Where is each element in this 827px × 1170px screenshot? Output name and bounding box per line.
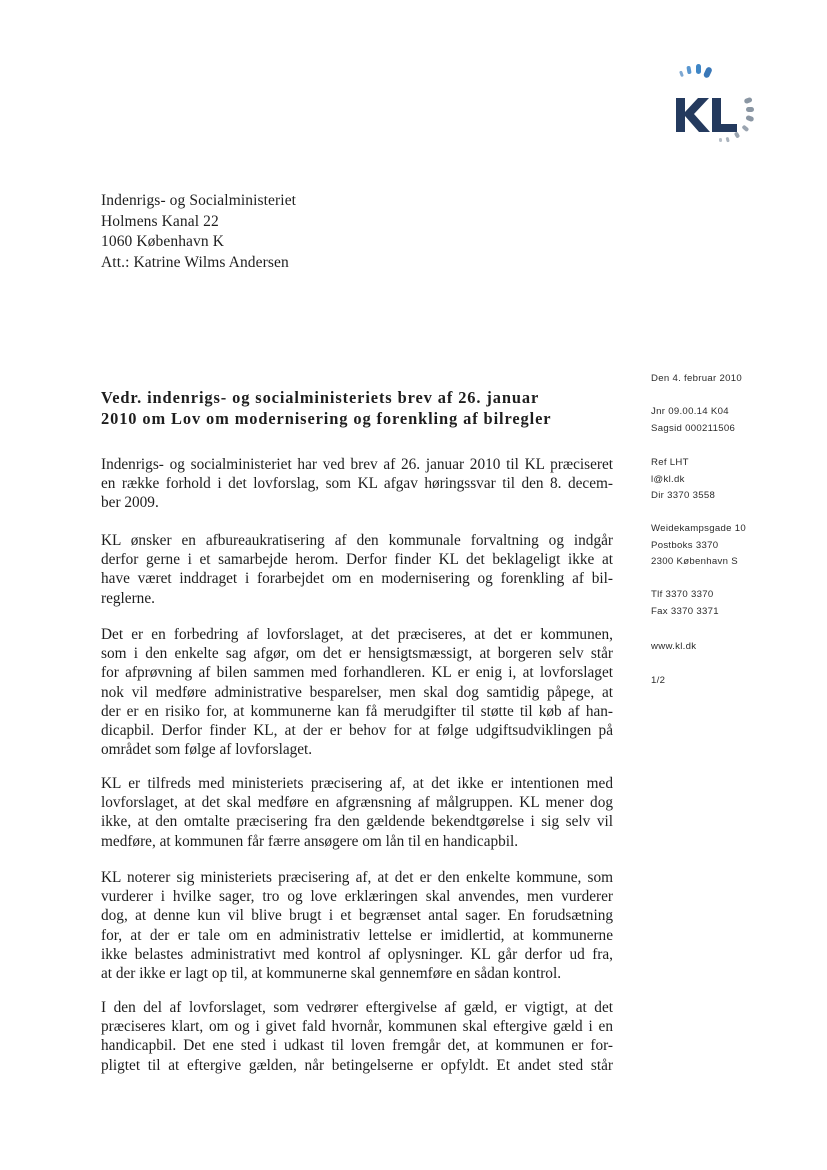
paragraph-line: en række forhold i det lovforslag, som KL afgav høringssvar til den 8. decem- xyxy=(101,475,613,493)
paragraph-line: for afprøvning af bilen sammen med forhandleren. KL er enig i, at lovforslaget xyxy=(101,664,613,682)
recipient-line: 1060 København K xyxy=(101,233,224,250)
reference: Ref LHT xyxy=(651,457,689,468)
paragraph-line: der er en risiko for, at kommunerne kan få merudgifter til støtte til køb af han- xyxy=(101,702,613,720)
case-ref-block xyxy=(651,404,735,437)
paragraph xyxy=(101,868,613,983)
journal-number: Jnr 09.00.14 K04 xyxy=(651,406,729,417)
recipient-address xyxy=(101,191,296,273)
page-number: 1/2 xyxy=(651,675,666,686)
recipient-line: Att.: Katrine Wilms Andersen xyxy=(101,253,289,271)
paragraph-line: lovforslaget, at det skal medføre en afgrænsning af målgruppen. KL mener dog xyxy=(101,794,613,812)
paragraph-line: KL er tilfreds med ministeriets præcisering af, at det ikke er intentionen med xyxy=(101,775,613,792)
paragraph-line: have været inddraget i forarbejdet om en modernisering og forenkling af bil- xyxy=(101,570,613,588)
paragraph xyxy=(101,455,613,513)
recipient-line: Holmens Kanal 22 xyxy=(101,212,219,230)
letter-date-block xyxy=(651,371,742,388)
paragraph-line: I den del af lovforslaget, som vedrører eftergivelse af gæld, er vigtigt, at det xyxy=(101,999,613,1016)
page-number-block xyxy=(651,673,665,690)
subject-heading xyxy=(101,387,611,429)
paragraph-line: ikke belastes administrativt med kontrol af oplysninger. KL går derfor ud fra, xyxy=(101,945,613,963)
paragraph-line: for, at der er tale om en administrativ lettelse er imidlertid, at kommunerne xyxy=(101,926,613,944)
email: l@kl.dk xyxy=(651,473,685,485)
subject-line: Vedr. indenrigs- og socialministeriets brev af 26. januar xyxy=(101,388,540,407)
paragraph-line: vurderer i hvilke sager, tro og love erklæringen skal anvendes, men vurderer xyxy=(101,888,613,906)
paragraph-line: som i den enkelte sag afgør, om det er hensigtsmæssigt, at borgeren selv står xyxy=(101,645,613,663)
paragraph-line: ber 2009. xyxy=(101,494,159,512)
paragraph-line: KL noterer sig ministeriets præcisering af, at det er den enkelte kommune, som xyxy=(101,869,613,886)
street-address: Weidekampsgade 10 xyxy=(651,523,747,534)
fax: Fax 3370 3371 xyxy=(651,605,719,617)
paragraph-line: nok vil medføre administrative besparelser, men skal dog samtidig påpege, at xyxy=(101,683,613,701)
paragraph xyxy=(101,625,613,759)
paragraph-line: præciseres klart, om og i givet fald hvornår, kommunen skal eftergive gæld i en xyxy=(101,1018,613,1036)
paragraph-line: området som følge af lovforslaget. xyxy=(101,741,313,759)
paragraph-line: dog, at denne kun vil blive brugt i et begrænset antal sager. En forudsætning xyxy=(101,907,613,925)
phone: Tlf 3370 3370 xyxy=(651,589,714,600)
paragraph-line: Indenrigs- og socialministeriet har ved brev af 26. januar 2010 til KL præciseret xyxy=(101,456,613,473)
paragraph-line: pligtet til at eftergive gælden, når betingelserne er opfyldt. Et andet sted står xyxy=(101,1056,613,1074)
city: 2300 København S xyxy=(651,556,738,567)
paragraph-line: dicapbil. Derfor finder KL, at der er behov for at følge udgiftsudviklingen på xyxy=(101,722,613,740)
postal-address-block xyxy=(651,521,746,571)
paragraph-line: KL ønsker en afbureaukratisering af den kommunale forvaltning og indgår xyxy=(101,532,613,549)
postbox: Postboks 3370 xyxy=(651,539,719,551)
paragraph-line: medføre, at kommunen får færre ansøgere om lån til en handicapbil. xyxy=(101,832,519,850)
paragraph-line: Det er en forbedring af lovforslaget, at det præciseres, at det er kommunen, xyxy=(101,626,613,643)
paragraph-line: reglerne. xyxy=(101,589,155,607)
paragraph-line: at der ikke er lagt op til, at kommunerne skal gennemføre en sådan kontrol. xyxy=(101,965,562,983)
paragraph xyxy=(101,774,613,851)
website: www.kl.dk xyxy=(651,641,697,652)
subject-line: 2010 om Lov om modernisering og forenkling af bilregler xyxy=(101,409,552,428)
kl-logo xyxy=(672,60,758,158)
paragraph-line: ikke, at den omtalte præcisering fra den gældende bekendtgørelse i sig selv vil xyxy=(101,813,613,831)
paragraph-line: handicapbil. Det ene sted i udkast til loven fremgår det, at kommunen er for- xyxy=(101,1037,613,1055)
paragraph xyxy=(101,998,613,1075)
case-id: Sagsid 000211506 xyxy=(651,422,736,434)
letter-date: Den 4. februar 2010 xyxy=(651,373,743,384)
phone-block xyxy=(651,587,719,620)
direct-phone: Dir 3370 3558 xyxy=(651,490,716,501)
contact-person-block xyxy=(651,455,715,505)
recipient-line: Indenrigs- og Socialministeriet xyxy=(101,192,297,209)
web-block xyxy=(651,639,696,656)
paragraph xyxy=(101,531,613,608)
paragraph-line: derfor gerne i et samarbejde herom. Derfor finder KL det beklageligt ikke at xyxy=(101,551,613,569)
